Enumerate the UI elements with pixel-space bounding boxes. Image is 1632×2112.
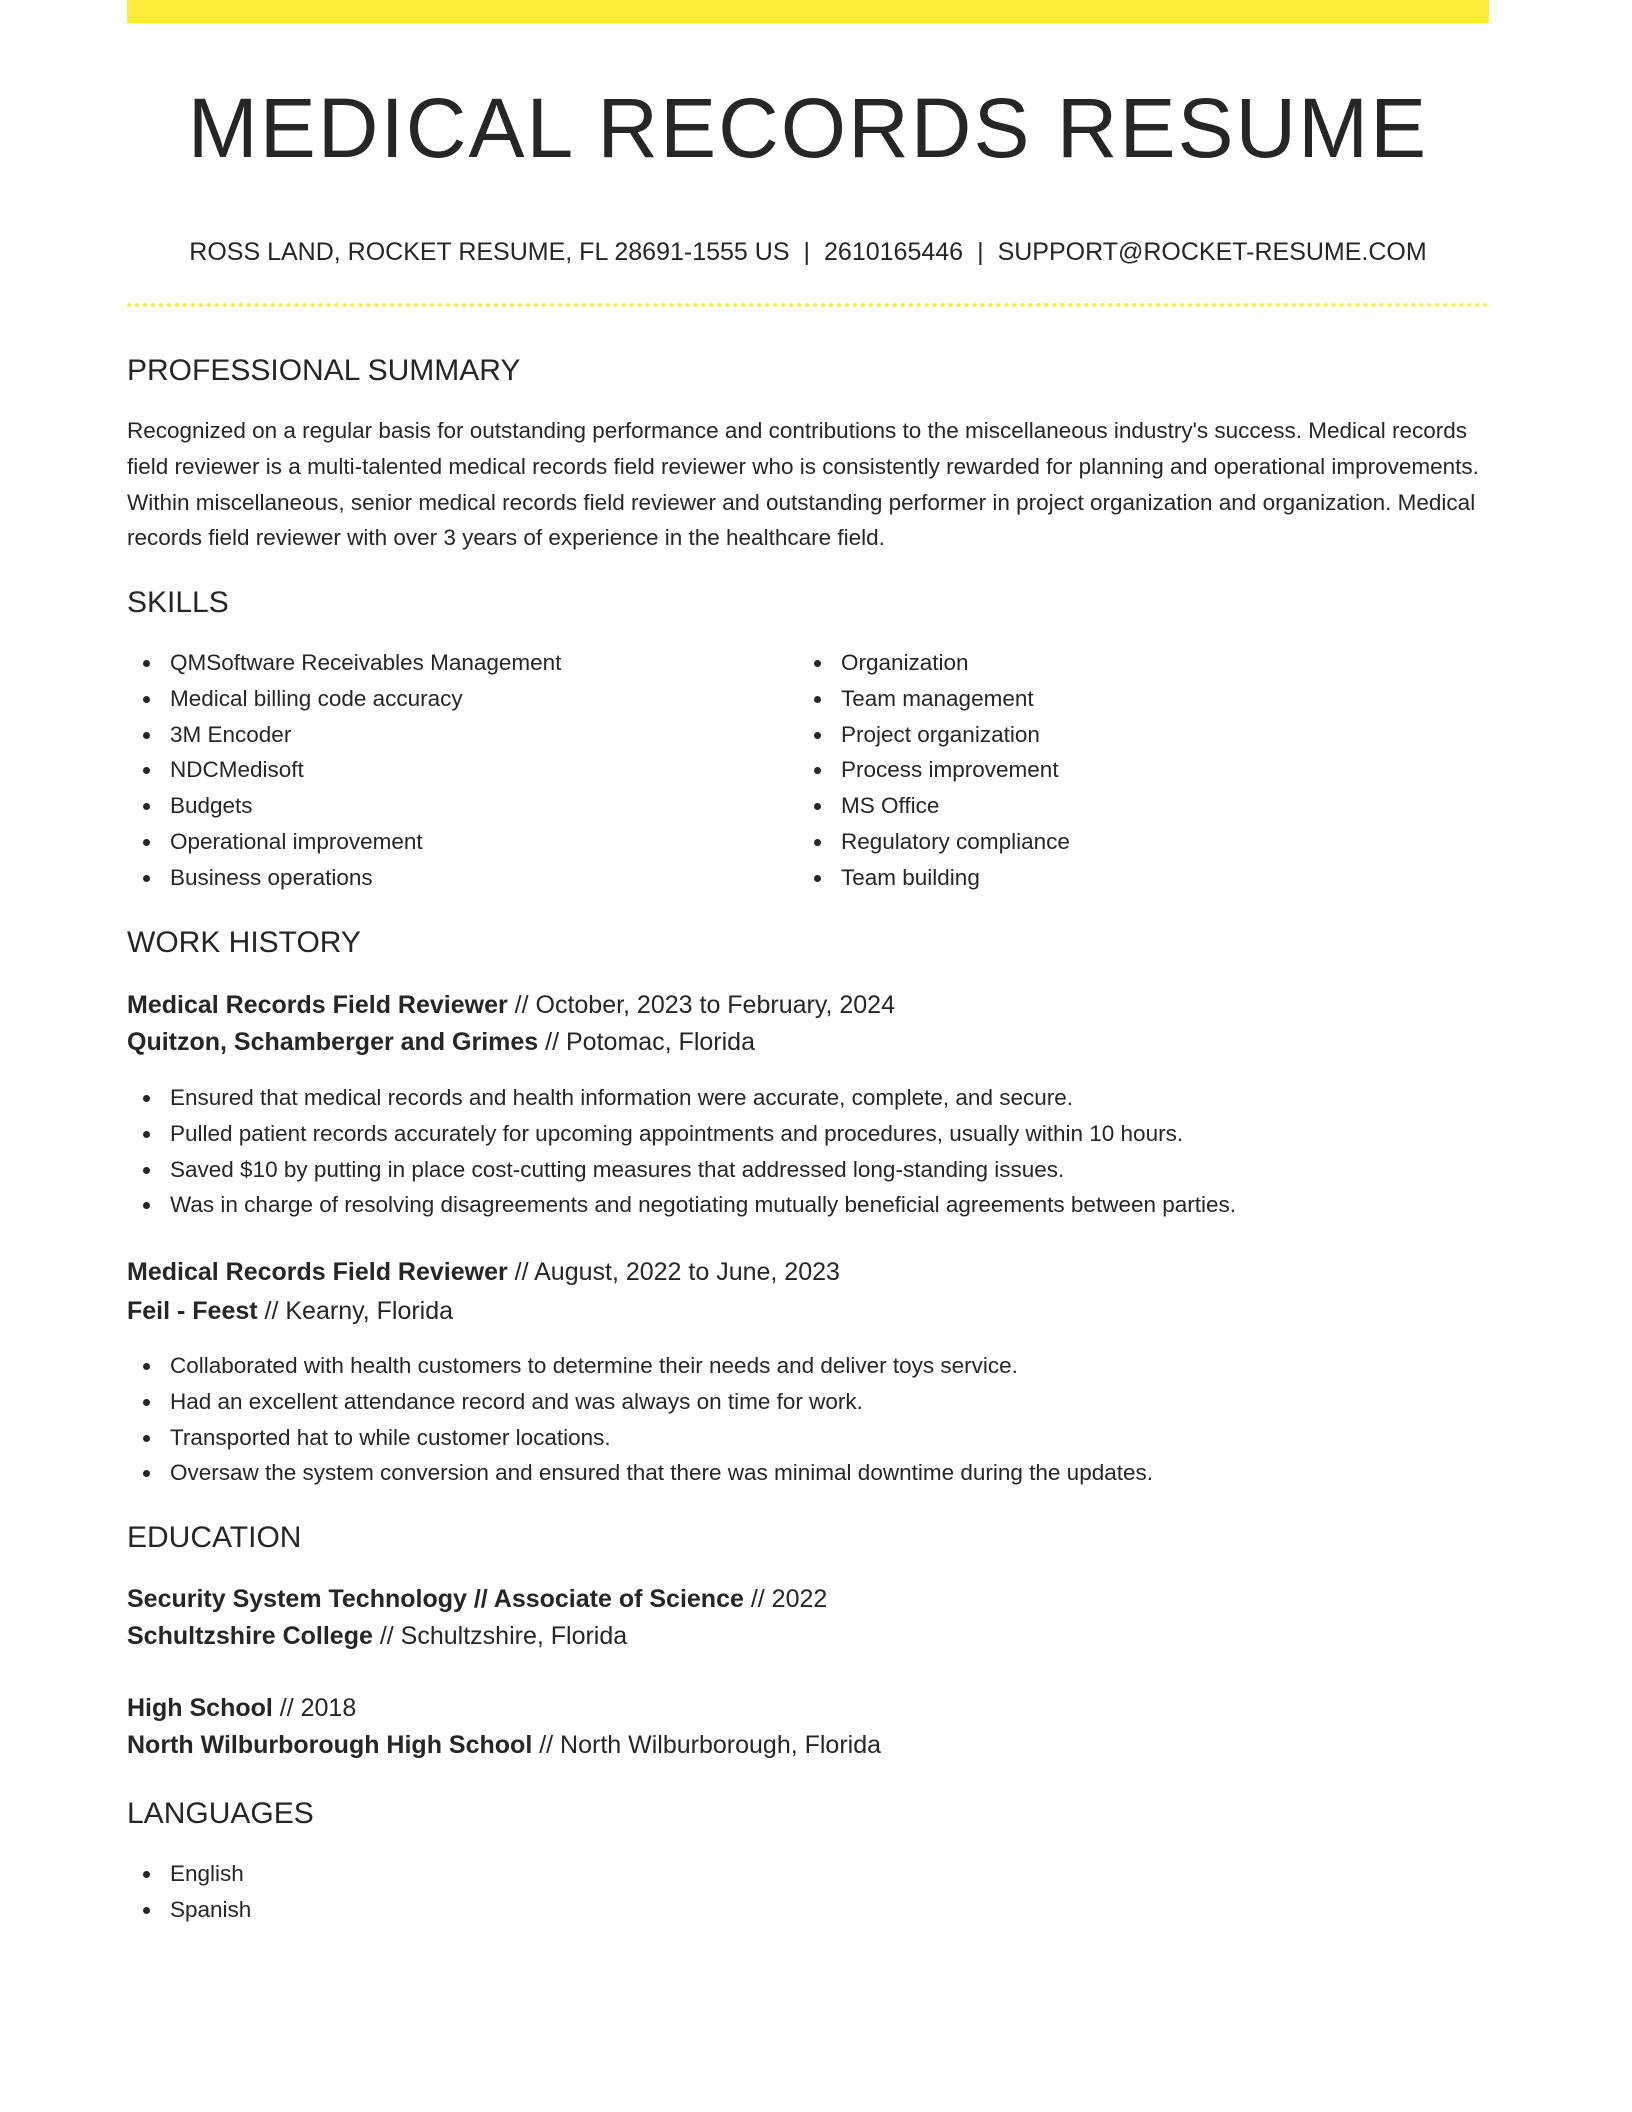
education-degree-line	[127, 1582, 827, 1616]
education-degree-line	[127, 1691, 356, 1725]
languages-list	[127, 1856, 251, 1928]
job-duty: Saved $10 by putting in place cost-cutting measures that addressed long-standing issues.	[127, 1152, 1236, 1188]
top-accent-bar	[127, 0, 1489, 23]
work-history-heading: WORK HISTORY	[127, 926, 361, 959]
languages-heading: LANGUAGES	[127, 1797, 314, 1830]
contact-line	[127, 236, 1489, 268]
skill-item: Business operations	[127, 860, 561, 896]
skills-list-right	[798, 645, 1070, 896]
job-duty: Transported hat to while customer locations.	[127, 1420, 1153, 1456]
job-company-line	[127, 1025, 755, 1059]
education-year: // 2018	[279, 1694, 357, 1722]
job-title-line	[127, 988, 895, 1022]
job-title: Medical Records Field Reviewer	[127, 991, 508, 1019]
education-degree: High School	[127, 1694, 273, 1722]
skill-item: Process improvement	[798, 752, 1070, 788]
skill-item: Operational improvement	[127, 824, 561, 860]
education-location: // North Wilburborough, Florida	[539, 1731, 882, 1759]
job-title: Medical Records Field Reviewer	[127, 1258, 508, 1286]
skill-item: Regulatory compliance	[798, 824, 1070, 860]
summary-heading: PROFESSIONAL SUMMARY	[127, 354, 521, 387]
language-item: Spanish	[127, 1892, 251, 1928]
skill-item: MS Office	[798, 788, 1070, 824]
skill-item: Organization	[798, 645, 1070, 681]
contact-separator: |	[803, 238, 811, 266]
job-duty: Ensured that medical records and health information were accurate, complete, and secure.	[127, 1080, 1236, 1116]
education-heading: EDUCATION	[127, 1521, 302, 1554]
job-duty: Pulled patient records accurately for upcoming appointments and procedures, usually within 10 hours.	[127, 1116, 1236, 1152]
skill-item: Medical billing code accuracy	[127, 681, 561, 717]
contact-separator: |	[977, 238, 984, 266]
job-duty: Oversaw the system conversion and ensured that there was minimal downtime during the updates.	[127, 1455, 1153, 1491]
skill-item: Budgets	[127, 788, 561, 824]
summary-text: Recognized on a regular basis for outstanding performance and contributions to the miscellaneous industry's success. Medical records field reviewer is a multi-talented medical records field reviewer who is consistently rewarded for planning and operational improvements. Within miscellaneous, senior medical records field reviewer and outstanding performer in project organization and organization. Medical records field reviewer with over 3 years of experience in the healthcare field.	[127, 418, 1479, 551]
job-duties-list	[127, 1348, 1153, 1491]
job-dates: // August, 2022 to June, 2023	[514, 1258, 840, 1286]
education-school: North Wilburborough High School	[127, 1731, 533, 1759]
job-dates: // October, 2023 to February, 2024	[514, 991, 895, 1019]
job-duty: Had an excellent attendance record and was always on time for work.	[127, 1384, 1153, 1420]
skills-heading: SKILLS	[127, 586, 229, 619]
skills-list-left	[127, 645, 561, 896]
skill-item: QMSoftware Receivables Management	[127, 645, 561, 681]
skill-item: Team management	[798, 681, 1070, 717]
education-school-line	[127, 1619, 627, 1653]
education-year: // 2022	[750, 1585, 828, 1613]
education-degree: Security System Technology // Associate of Science	[127, 1585, 744, 1613]
job-company: Quitzon, Schamberger and Grimes	[127, 1028, 539, 1056]
resume-title: MEDICAL RECORDS RESUME	[187, 81, 1429, 175]
header-divider	[127, 303, 1489, 307]
skill-item: Team building	[798, 860, 1070, 896]
job-company: Feil - Feest	[127, 1297, 258, 1325]
education-school-line	[127, 1728, 881, 1762]
job-location: // Kearny, Florida	[264, 1297, 454, 1325]
contact-address: ROSS LAND, ROCKET RESUME, FL 28691-1555 US	[189, 238, 790, 266]
job-title-line	[127, 1255, 840, 1289]
skill-item: 3M Encoder	[127, 717, 561, 753]
language-item: English	[127, 1856, 251, 1892]
skill-item: Project organization	[798, 717, 1070, 753]
education-location: // Schultzshire, Florida	[379, 1622, 628, 1650]
contact-phone: 2610165446	[824, 238, 964, 266]
skill-item: NDCMedisoft	[127, 752, 561, 788]
job-duties-list	[127, 1080, 1236, 1223]
job-location: // Potomac, Florida	[545, 1028, 755, 1056]
job-duty: Was in charge of resolving disagreements and negotiating mutually beneficial agreements between parties.	[127, 1187, 1236, 1223]
contact-email: SUPPORT@ROCKET-RESUME.COM	[997, 238, 1427, 266]
job-company-line	[127, 1294, 453, 1328]
job-duty: Collaborated with health customers to determine their needs and deliver toys service.	[127, 1348, 1153, 1384]
education-school: Schultzshire College	[127, 1622, 373, 1650]
